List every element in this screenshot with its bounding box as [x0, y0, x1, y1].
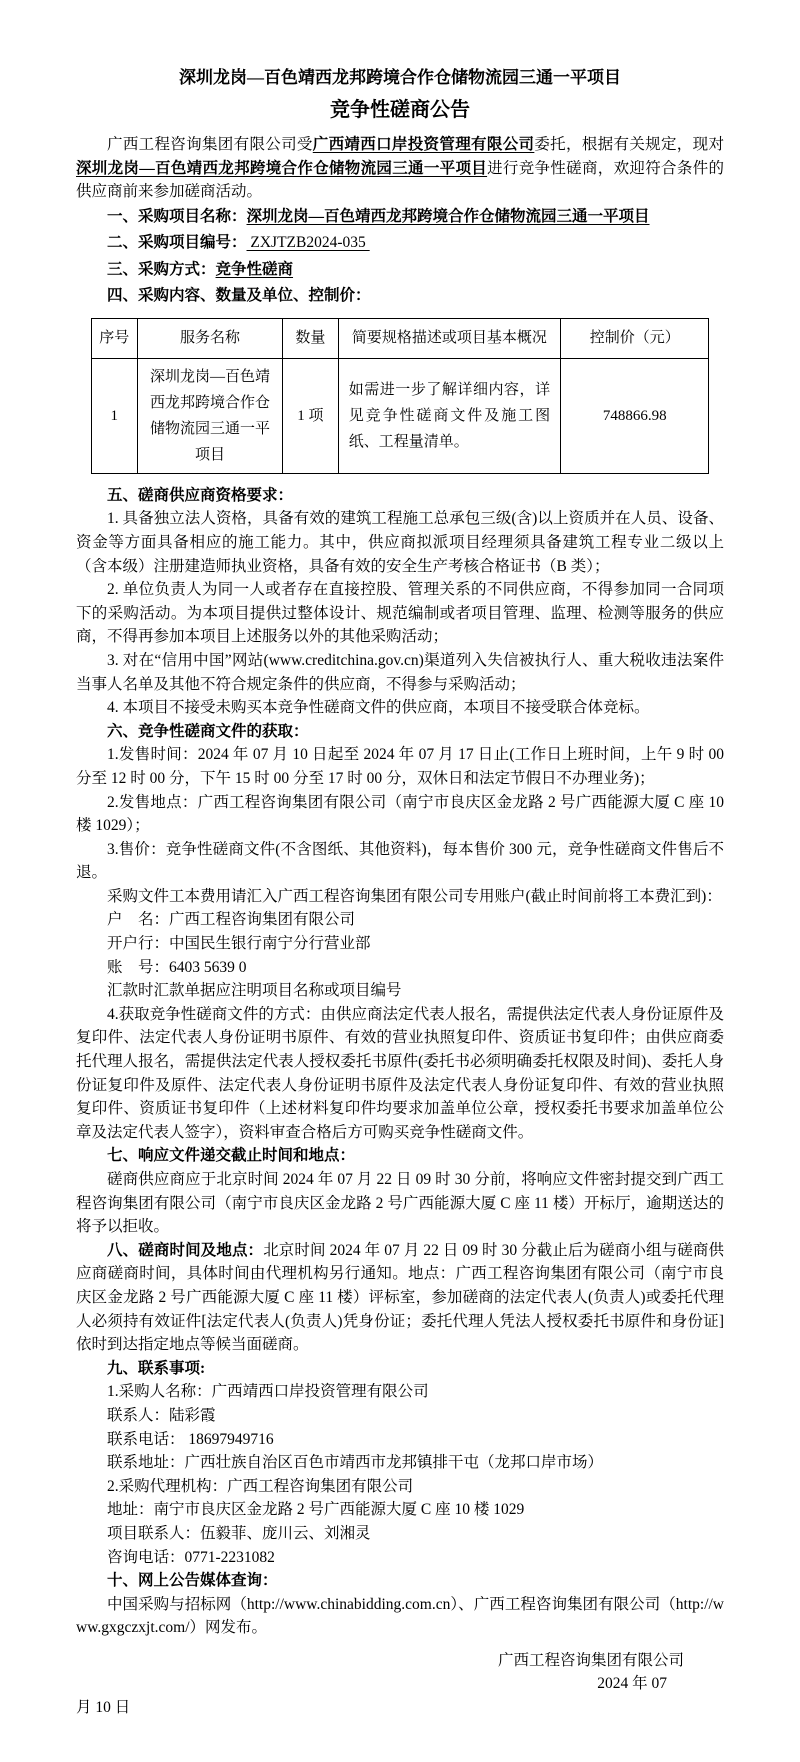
- table-cell: 1: [91, 358, 137, 473]
- consult-phone: 咨询电话：0771-2231082: [107, 1548, 275, 1566]
- qualification-item-3: 3. 对在“信用中国”网站(www.creditchina.gov.cn)渠道列入失信被执行人、重大税收违法案件当事人名单及其他不符合规定条件的供应商，不得参与采购活动；: [76, 651, 724, 693]
- media-heading: 十、网上公告媒体查询：: [107, 1572, 278, 1590]
- item-project-number: [76, 230, 724, 257]
- obtain-heading: 六、竞争性磋商文件的获取：: [107, 722, 309, 740]
- text-run: ZXJTZB2024-035: [246, 234, 370, 252]
- text-run: 竞争性磋商: [215, 260, 294, 278]
- obtain-sale-place: 2.发售地点：广西工程咨询集团有限公司（南宁市良庆区金龙路 2 号广西能源大厦 C 座 10 楼 1029）；: [76, 793, 724, 835]
- remit-note: 汇款时汇款单据应注明项目名称或项目编号: [107, 982, 402, 1000]
- contact-address: 联系地址：广西壮族自治区百色市靖西市龙邦镇排干屯（龙邦口岸市场）: [107, 1454, 604, 1472]
- text-run: 三、采购方式：: [107, 260, 216, 278]
- obtain-price: 3.售价：竞争性磋商文件(不含图纸、其他资料)，每本售价 300 元，竞争性磋商文件售后不退。: [76, 840, 724, 882]
- text-run: 二、采购项目编号：: [107, 234, 247, 252]
- col-header-service-name: 服务名称: [137, 318, 282, 358]
- text-run: 广西靖西口岸投资管理有限公司: [312, 136, 535, 153]
- contact-heading: 九、联系事项:: [107, 1359, 206, 1377]
- col-header-seq: 序号: [91, 318, 137, 358]
- consultation-time-place: [76, 1239, 724, 1357]
- signature-date-line1: 2024 年 07: [597, 1675, 667, 1693]
- contact-phone: 联系电话： 18697949716: [107, 1430, 274, 1448]
- signature-date-line2: 月 10 日: [76, 1699, 131, 1717]
- col-header-control-price: 控制价（元）: [561, 318, 709, 358]
- account-bank: 开户行：中国民生银行南宁分行营业部: [107, 935, 371, 953]
- agency-address: 地址：南宁市良庆区金龙路 2 号广西能源大厦 C 座 10 楼 1029: [107, 1501, 525, 1519]
- agency-name: 2.采购代理机构：广西工程咨询集团有限公司: [107, 1477, 414, 1495]
- procurement-table: [91, 318, 710, 474]
- intro-paragraph: [76, 133, 724, 204]
- table-cell: 748866.98: [561, 358, 709, 473]
- item-procurement-method: [76, 257, 724, 284]
- project-title: 深圳龙岗—百色靖西龙邦跨境合作仓储物流园三通一平项目: [179, 68, 621, 87]
- qualification-item-4: 4. 本项目不接受未购买本竞争性磋商文件的供应商，本项目不接受联合体竞标。: [107, 699, 650, 717]
- contact-person: 联系人：陆彩霞: [107, 1406, 216, 1424]
- purchaser-name: 1.采购人名称：广西靖西口岸投资管理有限公司: [107, 1383, 429, 1401]
- col-header-description: 简要规格描述或项目基本概况: [338, 318, 560, 358]
- project-contact-persons: 项目联系人：伍毅菲、庞川云、刘湘灵: [107, 1524, 371, 1542]
- table-row: [91, 358, 709, 473]
- signature-org: 广西工程咨询集团有限公司: [497, 1651, 684, 1669]
- text-run: 进行竞争性磋商，欢迎符合条件的供应商前来参加磋商活动。: [76, 159, 724, 201]
- text-run: 深圳龙岗—百色靖西龙邦跨境合作仓储物流园三通一平项目: [246, 207, 650, 225]
- text-run: 八、磋商时间及地点：: [107, 1241, 264, 1259]
- item-project-name: [76, 204, 724, 231]
- account-number: 账 号：6403 5639 0: [107, 958, 247, 976]
- obtain-sale-time: 1.发售时间：2024 年 07 月 10 日起至 2024 年 07 月 17 日止(工作日上班时间，上午 9 时 00 分至 12 时 00 分，下午 15 时 00 分至 17 时 00 分，双休日和法定节假日不办理业务)；: [76, 746, 724, 787]
- text-run: 深圳龙岗—百色靖西龙邦跨境合作仓储物流园三通一平项目: [76, 159, 488, 177]
- qualification-heading: 五、磋商供应商资格要求：: [107, 486, 294, 504]
- table-header-row: [91, 318, 709, 358]
- col-header-quantity: 数量: [283, 318, 339, 358]
- table-cell: 如需进一步了解详细内容，详见竞争性磋商文件及施工图纸、工程量清单。: [338, 358, 560, 473]
- table-cell: 深圳龙岗—百色靖西龙邦跨境合作仓储物流园三通一平项目: [137, 358, 282, 473]
- table-cell: 1 项: [283, 358, 339, 473]
- media-body: 中国采购与招标网（http://www.chinabidding.com.cn）、广西工程咨询集团有限公司（http://www.gxgczxjt.com/）网发布。: [76, 1595, 724, 1637]
- obtain-method: 4.获取竞争性磋商文件的方式：由供应商法定代表人报名，需提供法定代表人身份证原件及复印件、法定代表人身份证明书原件、有效的营业执照复印件、资质证书复印件；由供应商委托代理人报名，需提供法定代表人授权委托书原件(委托书必须明确委托权限及时间)、委托人身份证复印件及原件、法定代表人身份证明书原件及法定代表人身份证复印件、有效的营业执照复印件、资质证书复印件（上述材料复印件均要求加盖单位公章，授权委托书要求加盖单位公章及法定代表人签字），资料审查合格后方可购买竞争性磋商文件。: [76, 1005, 724, 1141]
- item-content-heading: 四、采购内容、数量及单位、控制价：: [107, 287, 371, 305]
- text-run: 北京时间 2024 年 07 月 22 日 09 时 30 分截止后为磋商小组与磋商供应商磋商时间，具体时间由代理机构另行通知。地点：广西工程咨询集团有限公司（南宁市良庆区金龙路 2 号广西能源大厦 C 座 11 楼）评标室，参加磋商的法定代表人(负责人)或委托代理人必须持有效证件[法定代表人(负责人)凭身份证；委托代理人凭法人授权委托书原件和身份证]依时到达指定地点等候当面磋商。: [76, 1241, 724, 1354]
- qualification-item-1: 1. 具备独立法人资格，具备有效的建筑工程施工总承包三级(含)以上资质并在人员、设备、资金等方面具备相应的施工能力。其中，供应商拟派项目经理须具备建筑工程专业二级以上（含本级）注册建造师执业资格，具备有效的安全生产考核合格证书（B 类）；: [76, 510, 724, 575]
- deadline-body: 磋商供应商应于北京时间 2024 年 07 月 22 日 09 时 30 分前，将响应文件密封提交到广西工程咨询集团有限公司（南宁市良庆区金龙路 2 号广西能源大厦 C 座 11 楼）开标厅，逾期送达的将予以拒收。: [76, 1171, 724, 1236]
- notice-title: 竞争性磋商公告: [330, 99, 470, 121]
- account-name: 户 名：广西工程咨询集团有限公司: [107, 911, 356, 929]
- procurement-table-body: [91, 358, 709, 473]
- text-run: 委托，根据有关规定，现对: [534, 136, 724, 153]
- qualification-item-2: 2. 单位负责人为同一人或者存在直接控股、管理关系的不同供应商，不得参加同一合同项下的采购活动。为本项目提供过整体设计、规范编制或者项目管理、监理、检测等服务的供应商，不得再参加本项目上述服务以外的其他采购活动；: [76, 581, 724, 646]
- text-run: 一、采购项目名称：: [107, 207, 247, 225]
- obtain-fee-note: 采购文件工本费用请汇入广西工程咨询集团有限公司专用账户(截止时间前将工本费汇到)：: [107, 887, 722, 905]
- deadline-heading: 七、响应文件递交截止时间和地点：: [107, 1147, 356, 1165]
- text-run: 广西工程咨询集团有限公司受: [107, 136, 313, 153]
